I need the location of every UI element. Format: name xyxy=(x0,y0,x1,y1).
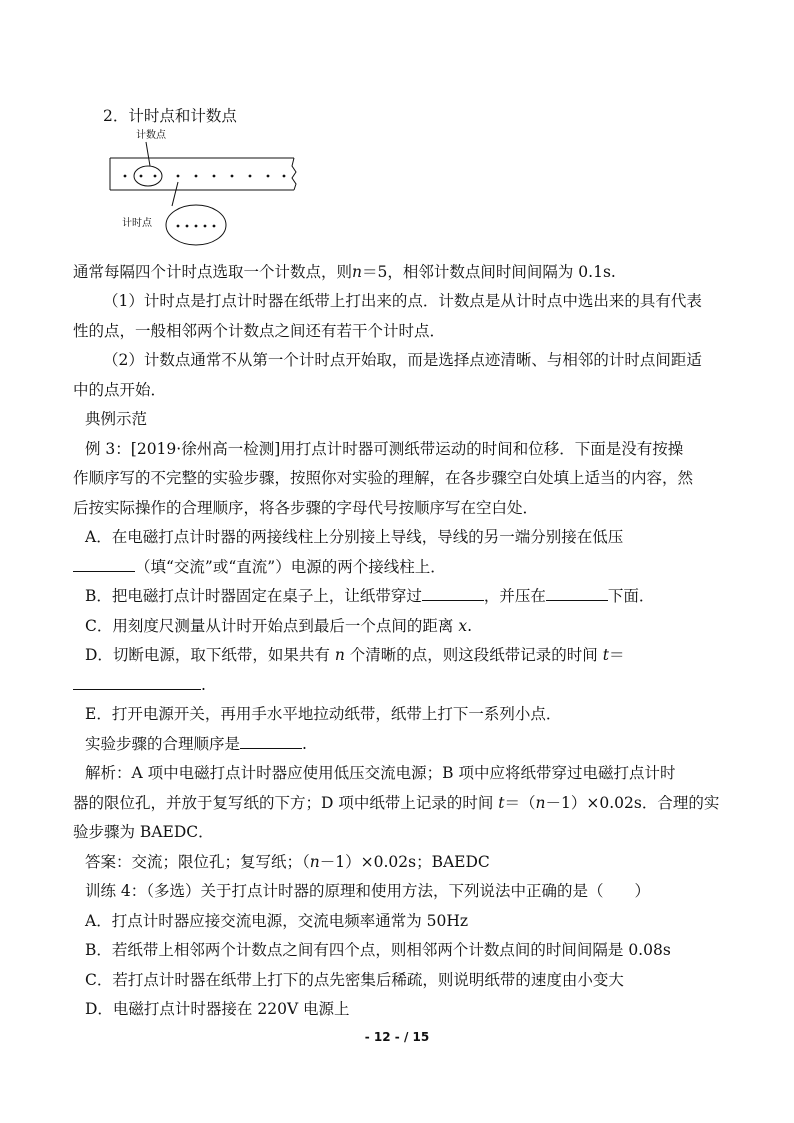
step-a-line-1: A．在电磁打点计时器的两接线柱上分别接上导线，导线的另一端分别接在低压 xyxy=(85,528,624,546)
blank-b1[interactable] xyxy=(422,586,484,601)
intro-paragraph-1: 通常每隔四个计时点选取一个计数点，则n＝5，相邻计数点间时间间隔为 0.1s. xyxy=(73,263,616,281)
tape-dots xyxy=(124,175,286,178)
step-e: E．打开电源开关，再用手水平地拉动纸带，纸带上打下一系列小点． xyxy=(85,705,562,723)
analysis-line-1: 解析：A 项中电磁打点计时器应使用低压交流电源；B 项中应将纸带穿过电磁打点计时 xyxy=(85,764,676,782)
example-heading: 典例示范 xyxy=(85,410,148,428)
blank-a[interactable] xyxy=(73,557,135,572)
intro-paragraph-2a: （1）计时点是打点计时器在纸带上打出来的点．计数点是从计时点中选出来的具有代表 xyxy=(103,292,702,310)
enlarged-dots xyxy=(177,225,216,228)
training-question: 训练 4：（多选）关于打点计时器的原理和使用方法，下列说法中正确的是（ ） xyxy=(85,882,651,900)
example-question-3: 后按实际操作的合理顺序，将各步骤的字母代号按顺序写在空白处． xyxy=(73,499,539,517)
count-point-label: 计数点 xyxy=(136,130,166,141)
answer-line: 答案：交流；限位孔；复写纸；（n－1）×0.02s；BAEDC xyxy=(85,853,490,871)
blank-order[interactable] xyxy=(240,734,302,749)
page-number: - 12 - / 15 xyxy=(364,1030,430,1044)
training-option-c: C．若打点计时器在纸带上打下的点先密集后稀疏，则说明纸带的速度由小变大 xyxy=(85,971,624,989)
time-point-label: 计时点 xyxy=(122,218,152,229)
tape-diagram xyxy=(108,128,308,250)
analysis-line-2: 器的限位孔，并放于复写纸的下方；D 项中纸带上记录的时间 t＝（n－1）×0.02s．合理的实 xyxy=(73,794,720,812)
intro-paragraph-3b: 中的点开始． xyxy=(73,381,167,399)
step-a-line-2: （填“交流”或“直流”）电源的两个接线柱上． xyxy=(73,557,446,577)
analysis-line-3: 验步骤为 BAEDC． xyxy=(73,823,214,841)
intro-paragraph-3a: （2）计数点通常不从第一个计时点开始取，而是选择点迹清晰、与相邻的计时点间距适 xyxy=(103,351,702,369)
order-question: 实验步骤的合理顺序是 . xyxy=(85,735,307,753)
example-question-2: 作顺序写的不完整的实验步骤，按照你对实验的理解，在各步骤空白处填上适当的内容，然 xyxy=(73,469,694,487)
training-option-a: A．打点计时器应接交流电源，交流电频率通常为 50Hz xyxy=(85,912,469,930)
step-d-line-1: D．切断电源，取下纸带，如果共有 n 个清晰的点，则这段纸带记录的时间 t＝ xyxy=(85,646,625,664)
blank-d[interactable] xyxy=(73,675,201,690)
intro-paragraph-2b: 性的点，一般相邻两个计数点之间还有若干个计时点． xyxy=(73,322,446,340)
step-c: C．用刻度尺测量从计时开始点到最后一个点间的距离 x. xyxy=(85,617,472,635)
blank-b2[interactable] xyxy=(546,586,608,601)
step-d-line-2: . xyxy=(73,675,206,695)
training-option-b: B．若纸带上相邻两个计数点之间有四个点，则相邻两个计数点间的时间间隔是 0.08s xyxy=(85,941,671,959)
example-question-1: 例 3：[2019·徐州高一检测]用打点计时器可测纸带运动的时间和位移．下面是没有按操 xyxy=(85,440,684,458)
training-option-d: D．电磁打点计时器接在 220V 电源上 xyxy=(85,1000,350,1018)
section-title: 2．计时点和计数点 xyxy=(103,107,237,125)
step-b: B．把电磁打点计时器固定在桌子上，让纸带穿过 ，并压在 下面． xyxy=(85,587,655,605)
